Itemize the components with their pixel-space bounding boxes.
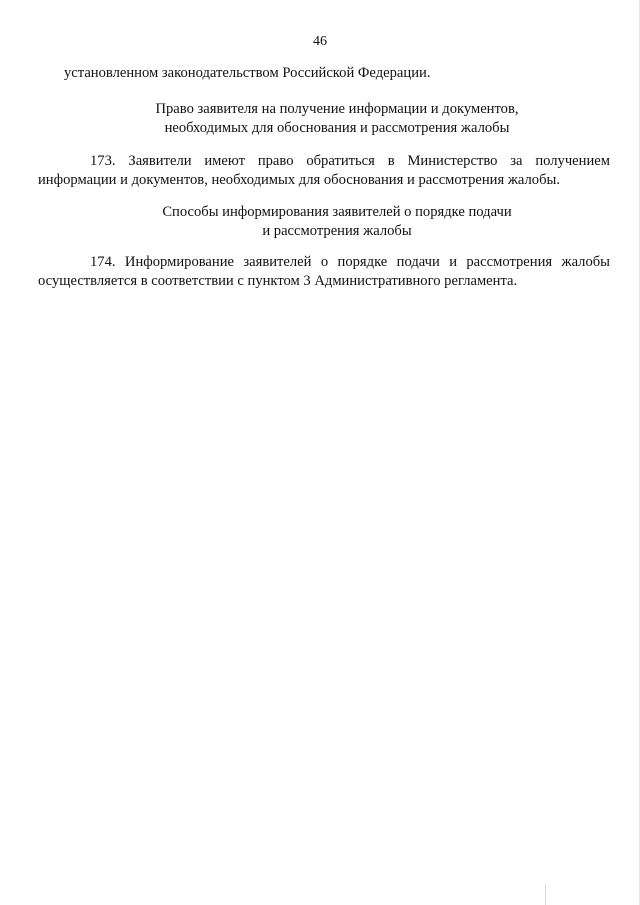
scan-mark — [545, 884, 546, 905]
heading-line: необходимых для обоснования и рассмотрения жалобы — [164, 120, 510, 136]
continuation-text: установленном законодательством Российской Федерации. — [64, 65, 431, 81]
page-number: 46 — [313, 34, 327, 49]
section-heading-applicant-rights — [64, 100, 610, 138]
paragraph-173 — [38, 152, 610, 190]
paragraph-line: 174. Информирование заявителей о порядке подачи и рассмотрения жалобы — [90, 254, 610, 270]
paragraph-line: информации и документов, необходимых для обоснования и рассмотрения жалобы. — [38, 172, 560, 188]
paragraph-174 — [38, 253, 610, 291]
paragraph-line: 173. Заявители имеют право обратиться в Министерство за получением — [90, 153, 610, 169]
section-heading-informing-methods — [64, 203, 610, 241]
heading-line: и рассмотрения жалобы — [262, 223, 412, 239]
heading-line: Способы информирования заявителей о порядке подачи — [162, 204, 512, 220]
heading-line: Право заявителя на получение информации и документов, — [155, 101, 519, 117]
paragraph-line: осуществляется в соответствии с пунктом 3 Административного регламента. — [38, 273, 518, 289]
